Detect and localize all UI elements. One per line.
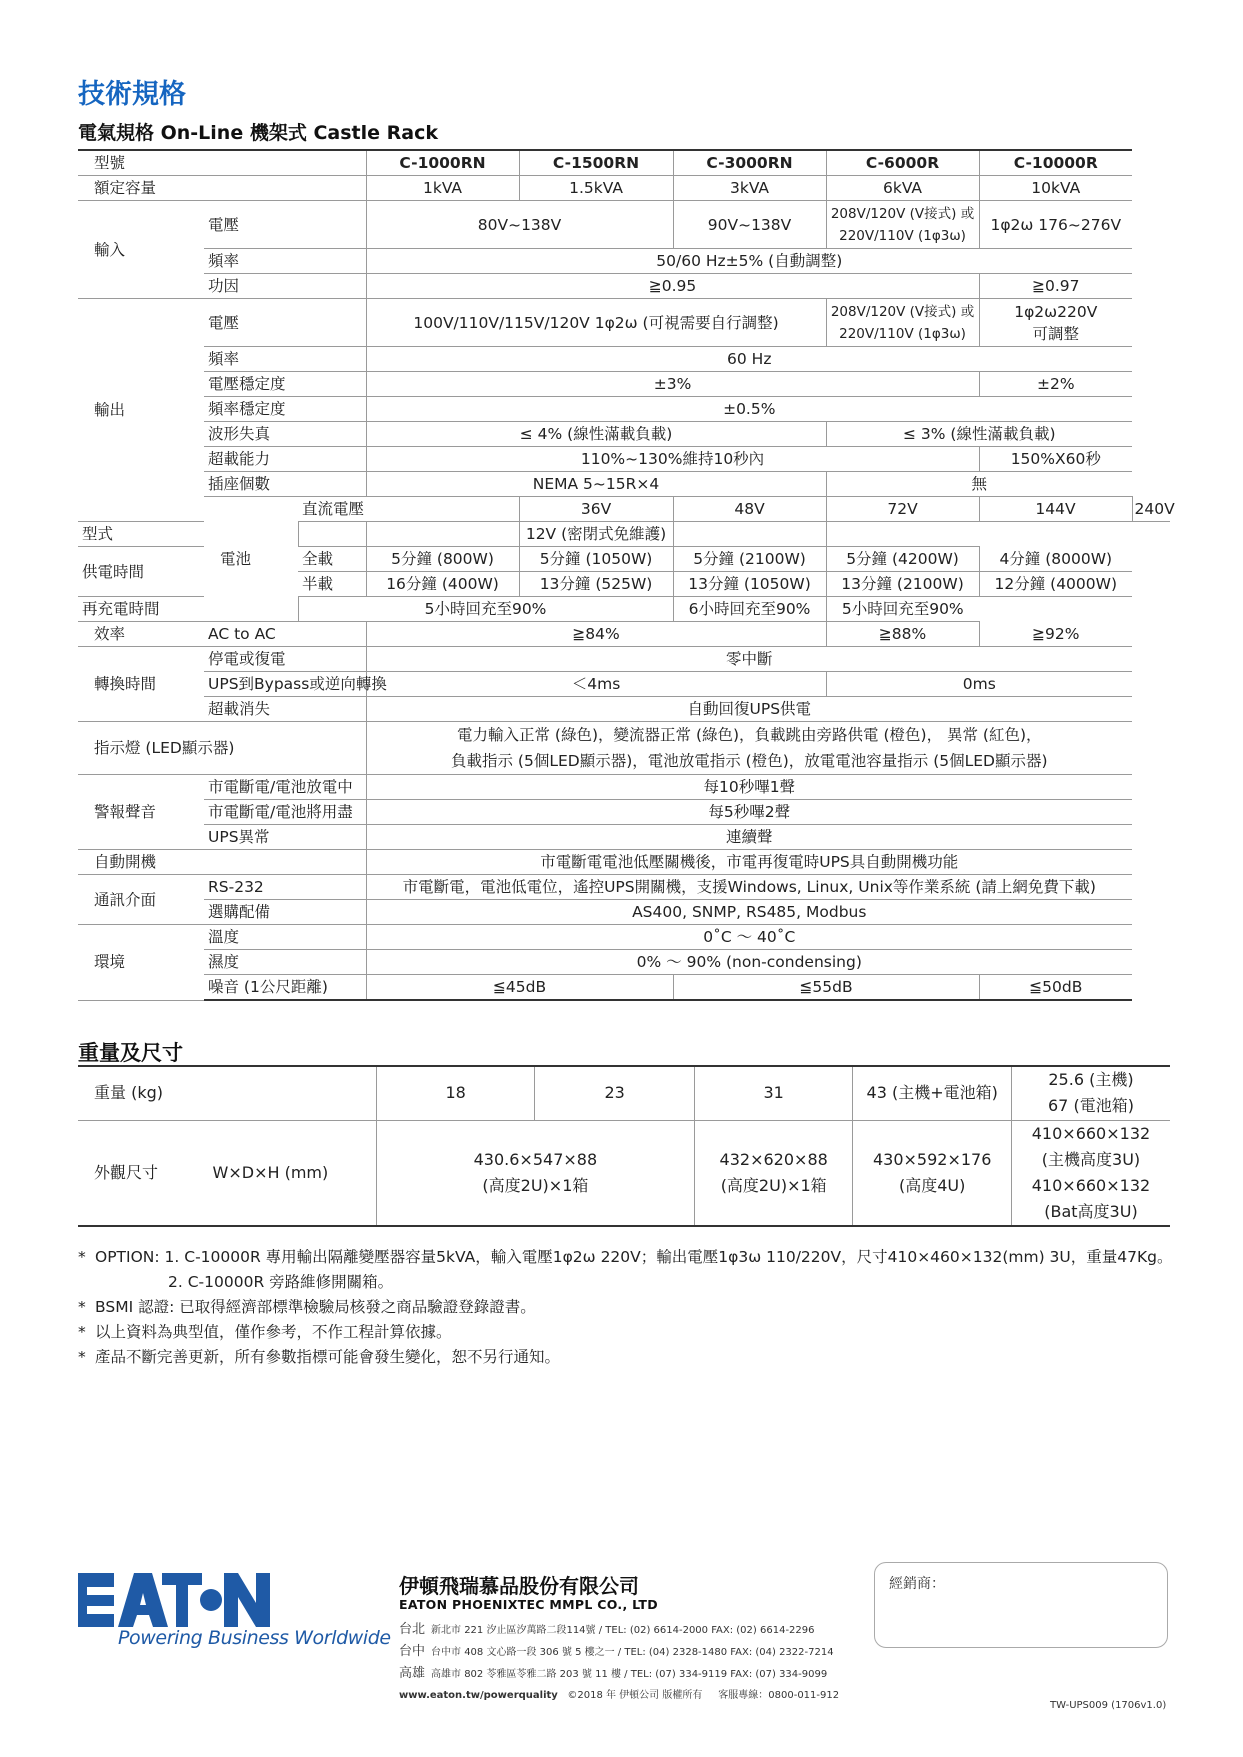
label-efficiency: 效率 (78, 622, 204, 647)
battery-dc-5: 240V (1132, 497, 1170, 522)
transfer-bypass-a: ＜4ms (366, 672, 826, 697)
row-env-noise (78, 975, 1170, 1001)
indicator-text: 電力輸入正常 (綠色)，變流器正常 (綠色)，負載跳由旁路供電 (橙色)， 異常 (紅色)， 負載指示 (5個LED顯示器)，電池放電指示 (橙色)，放電電池容量指示 (5個LED顯示器) (366, 722, 1132, 775)
battery-half-5: 12分鐘 (4000W) (979, 572, 1132, 597)
efficiency-a: ≧84% (366, 622, 826, 647)
row-transfer-overload (78, 697, 1170, 722)
battery-recharge-b: 6小時回充至90% (673, 597, 826, 622)
row-size (78, 1120, 1170, 1226)
capacity-1: 1kVA (366, 176, 519, 201)
model-1: C-1000RN (366, 150, 519, 176)
row-battery-dc (78, 497, 1170, 522)
label-input-pf: 功因 (204, 274, 366, 299)
spec-table (78, 149, 1175, 1001)
label-battery-backup: 供電時間 (78, 547, 204, 597)
battery-dc-2: 48V (673, 497, 826, 522)
company-name-en: EATON PHOENIXTEC MMPL CO., LTD (399, 1597, 658, 1612)
label-input-freq: 頻率 (204, 249, 366, 274)
label-transfer-overload: 超載消失 (204, 697, 366, 722)
label-capacity: 額定容量 (78, 176, 366, 201)
capacity-4: 6kVA (826, 176, 979, 201)
alarm-discharge: 每10秒嗶1聲 (366, 775, 1132, 800)
battery-half-4: 13分鐘 (2100W) (826, 572, 979, 597)
row-model (78, 150, 1170, 176)
row-efficiency (78, 622, 1170, 647)
input-voltage-b: 90V~138V (673, 201, 826, 249)
note-1b: 2. C-10000R 旁路維修開關箱。 (168, 1273, 394, 1291)
row-comm-rs232 (78, 875, 1170, 900)
row-indicator (78, 722, 1170, 775)
row-comm-option (78, 900, 1170, 925)
label-comm-rs232: RS-232 (204, 875, 366, 900)
label-input-voltage: 電壓 (204, 201, 366, 249)
row-capacity (78, 176, 1170, 201)
output-thd-b: ≤ 3% (線性滿載負載) (826, 422, 1132, 447)
label-battery: 電池 (204, 497, 298, 622)
size-e: 410×660×132 (主機高度3U) 410×660×132 (Bat高度3U) (1011, 1120, 1170, 1226)
row-env-temp (78, 925, 1170, 950)
size-ab: 430.6×547×88 (高度2U)×1箱 (376, 1120, 694, 1226)
input-voltage-d: 1φ2ω 176~276V (979, 201, 1132, 249)
output-outlet-b: 無 (826, 472, 1132, 497)
notes (78, 1245, 1188, 1370)
doc-number: TW-UPS009 (1706v1.0) (1050, 1700, 1167, 1711)
note-3: * 以上資料為典型值，僅作參考，不作工程計算依據。 (78, 1323, 452, 1341)
battery-dc-1: 36V (519, 497, 673, 522)
row-output-overload (78, 447, 1170, 472)
input-voltage-c: 208V/120V (V接式) 或 220V/110V (1φ3ω) (826, 201, 979, 249)
weight-4: 43 (主機+電池箱) (853, 1066, 1012, 1120)
label-env-temp: 溫度 (204, 925, 366, 950)
label-alarm: 警報聲音 (78, 775, 204, 850)
battery-half-2: 13分鐘 (525W) (519, 572, 673, 597)
office-kaohsiung: 高雄 高雄市 802 苓雅區苓雅二路 203 號 11 樓 / TEL: (07) 334-9119 FAX: (07) 334-9099 (399, 1666, 828, 1681)
capacity-3: 3kVA (673, 176, 826, 201)
env-noise-b: ≦55dB (673, 975, 979, 1001)
row-battery-type (78, 522, 1170, 547)
label-env-humid: 濕度 (204, 950, 366, 975)
row-transfer-bypass (78, 672, 1170, 697)
auto-start: 市電斷電電池低壓關機後，市電再復電時UPS具自動開機功能 (366, 850, 1132, 875)
label-output-freg: 頻率穩定度 (204, 397, 366, 422)
row-output-freq (78, 347, 1170, 372)
row-alarm-discharge (78, 775, 1170, 800)
weight-1: 18 (376, 1066, 535, 1120)
label-size: 外觀尺寸 (78, 1120, 209, 1226)
row-battery-recharge (78, 597, 1170, 622)
weight-section-title: 重量及尺寸 (78, 1041, 183, 1065)
transfer-outage: 零中斷 (366, 647, 1132, 672)
label-env: 環境 (78, 925, 204, 1001)
label-weight: 重量 (kg) (78, 1066, 376, 1120)
row-alarm-low (78, 800, 1170, 825)
battery-full-5: 4分鐘 (8000W) (979, 547, 1132, 572)
label-alarm-low: 市電斷電/電池將用盡 (204, 800, 366, 825)
weight-2: 23 (535, 1066, 695, 1120)
label-comm-option: 選購配備 (204, 900, 366, 925)
capacity-5: 10kVA (979, 176, 1132, 201)
label-output-thd: 波形失真 (204, 422, 366, 447)
weight-3: 31 (694, 1066, 853, 1120)
output-overload-b: 150%X60秒 (979, 447, 1132, 472)
label-size-unit: W×D×H (mm) (209, 1120, 377, 1226)
spec-subtitle: 電氣規格 On-Line 機架式 Castle Rack (78, 122, 438, 144)
eaton-tagline: Powering Business Worldwide (118, 1627, 391, 1649)
battery-half-1: 16分鐘 (400W) (366, 572, 519, 597)
model-3: C-3000RN (673, 150, 826, 176)
label-battery-recharge: 再充電時間 (78, 597, 298, 622)
output-freg: ±0.5% (366, 397, 1132, 422)
input-voltage-a: 80V~138V (366, 201, 673, 249)
row-input-voltage (78, 201, 1170, 249)
comm-rs232: 市電斷電，電池低電位，遙控UPS開關機，支援Windows, Linux, Unix等作業系統 (請上網免費下載) (366, 875, 1132, 900)
row-output-outlet (78, 472, 1170, 497)
input-pf-b: ≧0.97 (979, 274, 1132, 299)
company-name-cn: 伊頓飛瑞慕品股份有限公司 (399, 1574, 639, 1598)
efficiency-b: ≧88% (826, 622, 979, 647)
label-alarm-fault: UPS異常 (204, 825, 366, 850)
output-thd-a: ≤ 4% (線性滿載負載) (366, 422, 826, 447)
transfer-overload: 自動回復UPS供電 (366, 697, 1132, 722)
label-efficiency-ac: AC to AC (204, 622, 366, 647)
battery-full-2: 5分鐘 (1050W) (519, 547, 673, 572)
note-1: * OPTION: 1. C-10000R 專用輸出隔離變壓器容量5kVA，輸入電壓1φ2ω 220V；輸出電壓1φ3ω 110/220V，尺寸410×460×132(mm) 3U，重量47Kg。 (78, 1248, 1173, 1266)
battery-dc-3: 72V (826, 497, 979, 522)
label-output-freq: 頻率 (204, 347, 366, 372)
label-output-overload: 超載能力 (204, 447, 366, 472)
battery-recharge-c: 5小時回充至90% (826, 597, 979, 622)
output-voltage-d: 1φ2ω220V 可調整 (979, 299, 1132, 347)
model-4: C-6000R (826, 150, 979, 176)
size-d: 430×592×176 (高度4U) (853, 1120, 1012, 1226)
input-pf-a: ≧0.95 (366, 274, 979, 299)
label-output: 輸出 (78, 299, 204, 522)
output-outlet-a: NEMA 5~15R×4 (366, 472, 826, 497)
note-4: * 產品不斷完善更新，所有參數指標可能會發生變化，恕不另行通知。 (78, 1348, 561, 1366)
size-c: 432×620×88 (高度2U)×1箱 (694, 1120, 853, 1226)
dealer-box (874, 1562, 1168, 1648)
row-output-freg (78, 397, 1170, 422)
page-title: 技術規格 (78, 79, 186, 110)
label-output-vreg: 電壓穩定度 (204, 372, 366, 397)
efficiency-c: ≧92% (979, 622, 1132, 647)
dims-table (78, 1065, 1170, 1227)
env-temp: 0˚C ～ 40˚C (366, 925, 1132, 950)
website-link[interactable]: www.eaton.tw/powerquality (399, 1690, 558, 1701)
eaton-logo (78, 1573, 270, 1627)
output-overload-a: 110%~130%維持10秒內 (366, 447, 979, 472)
battery-full-4: 5分鐘 (4200W) (826, 547, 979, 572)
row-transfer-outage (78, 647, 1170, 672)
label-battery-type: 型式 (78, 522, 298, 547)
label-transfer-bypass: UPS到Bypass或逆向轉換 (204, 672, 366, 697)
copyright: ©2018 年 伊頓公司 版權所有 (567, 1690, 703, 1701)
output-voltage-c: 208V/120V (V接式) 或 220V/110V (1φ3ω) (826, 299, 979, 347)
battery-full-3: 5分鐘 (2100W) (673, 547, 826, 572)
battery-recharge-a: 5小時回充至90% (298, 597, 673, 622)
office-taichung: 台中 台中市 408 文心路一段 306 號 5 樓之一 / TEL: (04) 2328-1480 FAX: (04) 2322-7214 (399, 1644, 834, 1659)
label-alarm-discharge: 市電斷電/電池放電中 (204, 775, 366, 800)
env-noise-a: ≦45dB (366, 975, 673, 1001)
label-transfer: 轉換時間 (78, 647, 204, 722)
output-voltage-a: 100V/110V/115V/120V 1φ2ω (可視需要自行調整) (366, 299, 826, 347)
label-input: 輸入 (78, 201, 204, 299)
battery-type: 12V (密閉式免維護) (519, 522, 673, 547)
battery-full-1: 5分鐘 (800W) (366, 547, 519, 572)
label-battery-full: 全載 (298, 547, 366, 572)
weight-5: 25.6 (主機) 67 (電池箱) (1011, 1066, 1170, 1120)
row-output-vreg (78, 372, 1170, 397)
label-indicator: 指示燈 (LED顯示器) (78, 722, 366, 775)
hotline: 客服專線：0800-011-912 (718, 1690, 840, 1701)
alarm-low: 每5秒嗶2聲 (366, 800, 1132, 825)
output-vreg-a: ±3% (366, 372, 979, 397)
label-model: 型號 (78, 150, 366, 176)
row-output-thd (78, 422, 1170, 447)
row-auto-start (78, 850, 1170, 875)
label-battery-half: 半載 (298, 572, 366, 597)
row-input-pf (78, 274, 1170, 299)
label-env-noise: 噪音 (1公尺距離) (204, 975, 366, 1001)
alarm-fault: 連續聲 (366, 825, 1132, 850)
output-vreg-b: ±2% (979, 372, 1132, 397)
row-env-humid (78, 950, 1170, 975)
footer-line (399, 1686, 839, 1701)
battery-dc-4: 144V (979, 497, 1132, 522)
model-5: C-10000R (979, 150, 1132, 176)
note-2: * BSMI 認證: 已取得經濟部標準檢驗局核發之商品驗證登錄證書。 (78, 1298, 536, 1316)
office-taipei: 台北 新北市 221 汐止區汐萬路二段114號 / TEL: (02) 6614-2000 FAX: (02) 6614-2296 (399, 1622, 815, 1637)
model-2: C-1500RN (519, 150, 673, 176)
label-auto-start: 自動開機 (78, 850, 366, 875)
comm-option: AS400, SNMP, RS485, Modbus (366, 900, 1132, 925)
label-output-outlet: 插座個數 (204, 472, 366, 497)
row-weight (78, 1066, 1170, 1120)
row-alarm-fault (78, 825, 1170, 850)
dealer-label: 經銷商： (889, 1576, 945, 1592)
row-output-voltage (78, 299, 1170, 347)
env-humid: 0% ～ 90% (non-condensing) (366, 950, 1132, 975)
row-input-freq (78, 249, 1170, 274)
label-comm: 通訊介面 (78, 875, 204, 925)
battery-half-3: 13分鐘 (1050W) (673, 572, 826, 597)
label-transfer-outage: 停電或復電 (204, 647, 366, 672)
capacity-2: 1.5kVA (519, 176, 673, 201)
label-battery-dc: 直流電壓 (298, 497, 519, 522)
env-noise-c: ≦50dB (979, 975, 1132, 1001)
output-freq: 60 Hz (366, 347, 1132, 372)
label-output-voltage: 電壓 (204, 299, 366, 347)
transfer-bypass-b: 0ms (826, 672, 1132, 697)
input-freq: 50/60 Hz±5% (自動調整) (366, 249, 1132, 274)
